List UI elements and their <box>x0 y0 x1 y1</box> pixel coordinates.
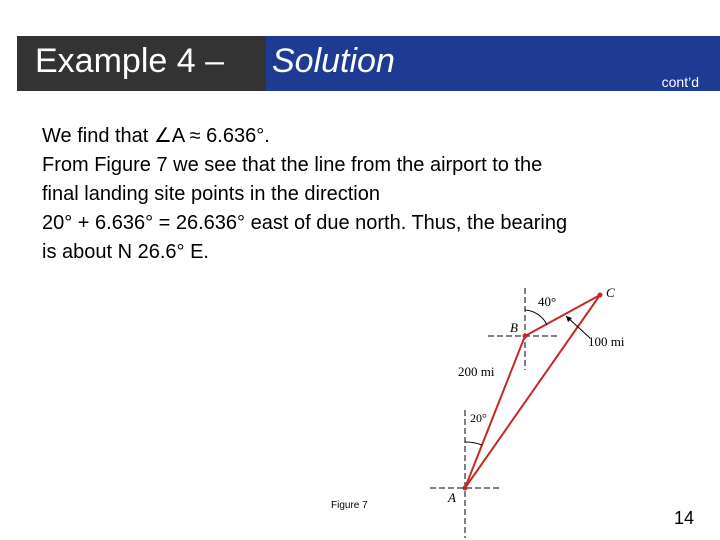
page-number: 14 <box>674 508 695 528</box>
angle-arc-40 <box>525 310 547 325</box>
label-angle-40: 40° <box>538 294 557 309</box>
body-line-2: From Figure 7 we see that the line from the airport to the <box>42 154 543 176</box>
body-line-3: final landing site points in the direction <box>42 183 380 205</box>
point-c <box>598 293 603 298</box>
left-margin <box>0 0 17 540</box>
slide-title-italic: Solution <box>272 42 395 80</box>
label-b: B <box>510 320 518 335</box>
bearing-diagram <box>410 270 670 540</box>
label-100-mi: 100 mi <box>588 334 625 349</box>
label-a: A <box>448 490 456 505</box>
body-line-4: 20° + 6.636° = 26.636° east of due north. Thus, the bearing <box>42 212 568 234</box>
figure-caption: Figure 7 <box>331 500 368 511</box>
point-a <box>463 486 468 491</box>
label-angle-20: 20° <box>470 411 487 425</box>
continued-label: cont’d <box>661 74 699 90</box>
angle-arc-20 <box>465 442 482 445</box>
point-b <box>523 334 528 339</box>
segment-ac <box>465 295 600 488</box>
body-line-5: is about N 26.6° E. <box>42 241 209 263</box>
label-200-mi: 200 mi <box>458 364 495 379</box>
body-line-1: We find that ∠A ≈ 6.636°. <box>42 125 270 147</box>
slide-title: Example 4 – <box>35 42 224 80</box>
body-text <box>42 122 692 267</box>
segment-bc <box>525 295 600 336</box>
label-c: C <box>606 285 615 300</box>
